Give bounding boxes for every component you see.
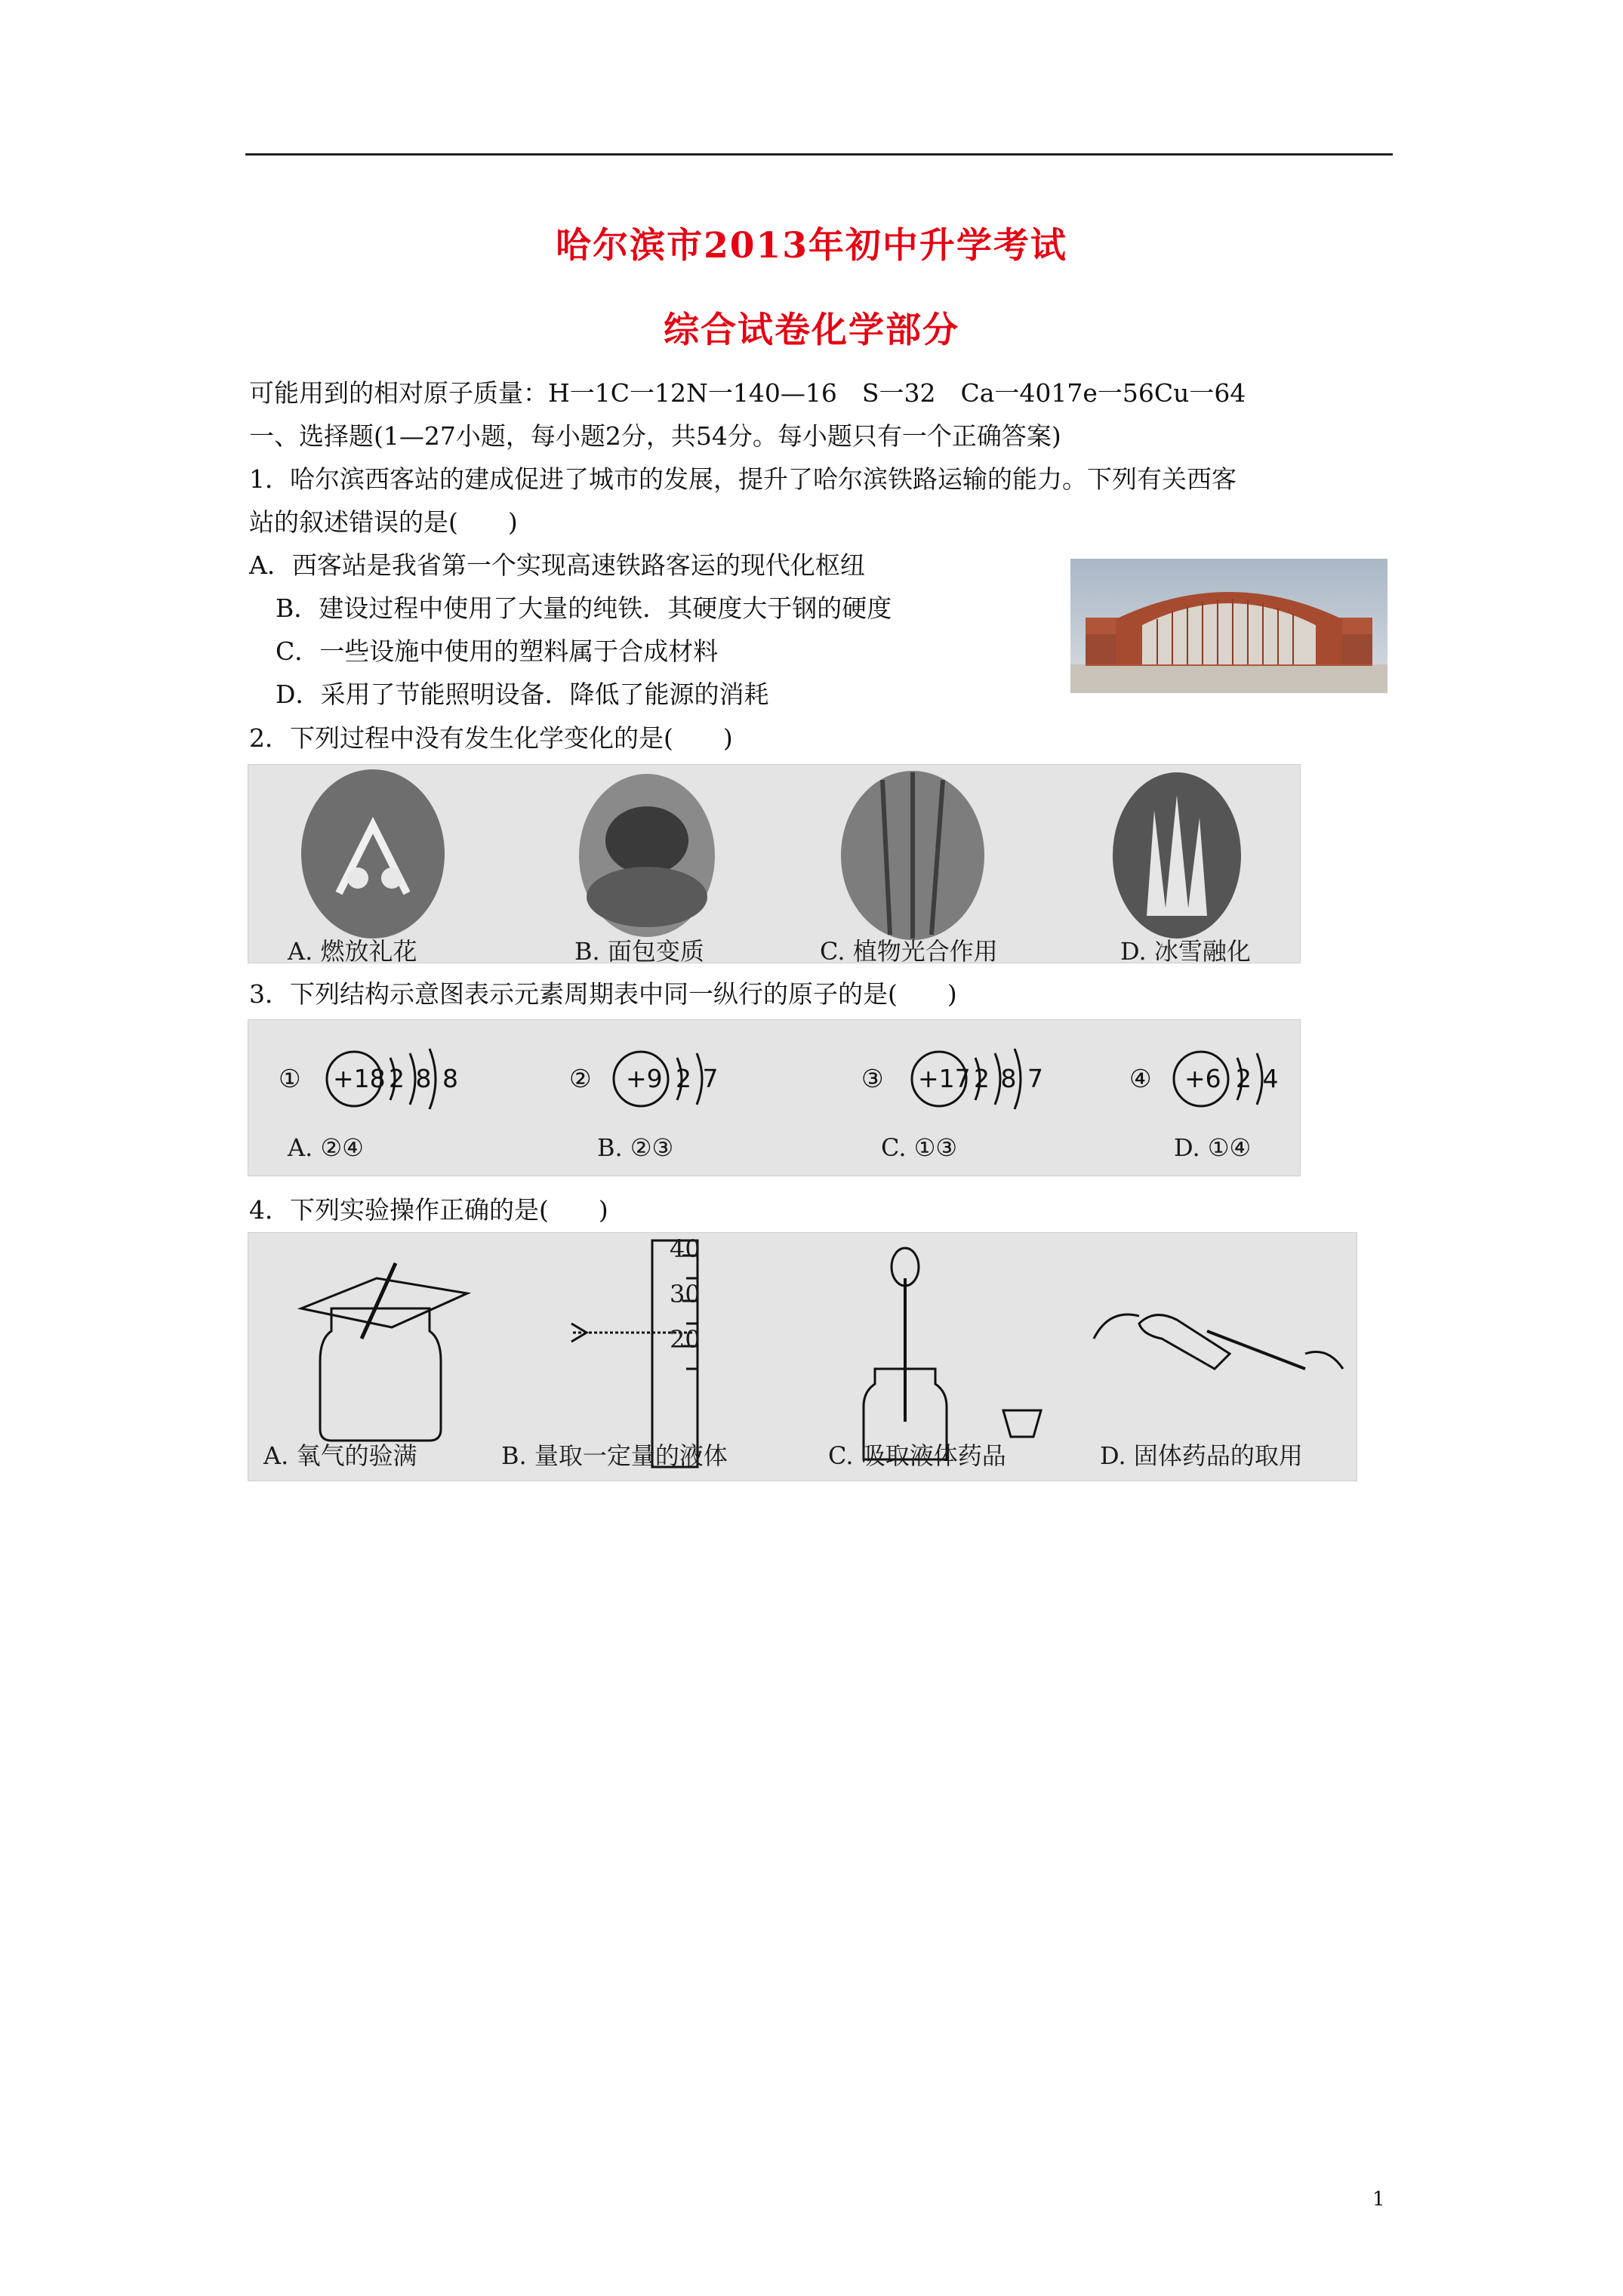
atom-1-shells: 2 8 8 <box>389 1064 460 1093</box>
section-heading: 一、选择题(1—27小题，每小题2分，共54分。每小题只有一个正确答案) <box>249 421 1061 451</box>
atom-2-index: ② <box>569 1064 592 1093</box>
atom-2-shells: 2 7 <box>676 1064 720 1093</box>
q4-option-b: B. 量取一定量的液体 <box>501 1441 728 1470</box>
atom-3-nucleus: +17 <box>918 1064 971 1093</box>
q3-option-d: D. ①④ <box>1174 1133 1252 1162</box>
q1-option-d: D．采用了节能照明设备．降低了能源的消耗 <box>276 680 769 709</box>
atom-4-nucleus: +6 <box>1184 1064 1221 1093</box>
cylinder-tick-40: 40 <box>670 1234 701 1263</box>
q1-stem-line2: 站的叙述错误的是( ) <box>249 507 518 537</box>
atomic-masses-line: 可能用到的相对原子质量：H一1C一12N一140—16 S一32 Ca一4017e一56Cu一64 <box>249 378 1246 408</box>
exam-subtitle: 综合试卷化学部分 <box>664 310 959 351</box>
graduated-cylinder <box>652 1240 698 1467</box>
q1-option-c: C．一些设施中使用的塑料属于合成材料 <box>276 636 719 666</box>
q3-option-b: B. ②③ <box>597 1133 674 1162</box>
q2-option-d: D. 冰雪融化 <box>1120 937 1251 963</box>
atom-1-nucleus: +18 <box>333 1064 386 1093</box>
q2-option-a: A. 燃放礼花 <box>288 937 417 963</box>
atom-4-shells: 2 4 <box>1236 1064 1280 1093</box>
q4-stem: 4．下列实验操作正确的是( ) <box>249 1195 608 1225</box>
fireworks-photo <box>301 769 445 938</box>
q4-option-c: C. 吸取液体药品 <box>828 1441 1006 1470</box>
page-number: 1 <box>1372 2188 1385 2211</box>
gas-bottle <box>320 1308 441 1441</box>
header-rule <box>245 153 1393 156</box>
atom-2-nucleus: +9 <box>626 1064 663 1093</box>
cylinder-tick-30: 30 <box>670 1280 701 1308</box>
atom-3-index: ③ <box>861 1064 884 1093</box>
q4-figure <box>248 1232 1357 1481</box>
q2-option-b: B. 面包变质 <box>574 937 704 963</box>
q1-option-b: B．建设过程中使用了大量的纯铁．其硬度大于钢的硬度 <box>276 593 892 623</box>
q3-option-a: A. ②④ <box>288 1133 364 1162</box>
q3-option-c: C. ①③ <box>881 1133 958 1162</box>
atom-4-index: ④ <box>1129 1064 1152 1093</box>
q4-option-d: D. 固体药品的取用 <box>1100 1441 1303 1470</box>
q3-figure <box>248 1019 1301 1176</box>
q2-figure <box>248 764 1301 963</box>
q1-stem-line1: 1．哈尔滨西客站的建成促进了城市的发展，提升了哈尔滨铁路运输的能力。下列有关西客 <box>249 464 1236 494</box>
atom-1-index: ① <box>279 1064 301 1093</box>
q1-option-a: A．西客站是我省第一个实现高速铁路客运的现代化枢纽 <box>249 550 865 580</box>
exam-title: 哈尔滨市2013年初中升学考试 <box>556 225 1067 267</box>
q2-stem: 2．下列过程中没有发生化学变化的是( ) <box>249 723 733 753</box>
atom-3-shells: 2 8 7 <box>974 1064 1045 1093</box>
cylinder-tick-20: 20 <box>670 1325 701 1354</box>
q3-stem: 3．下列结构示意图表示元素周期表中同一纵行的原子的是( ) <box>249 979 957 1009</box>
west-station-photo <box>1070 559 1387 693</box>
test-tube <box>1139 1315 1230 1369</box>
q4-option-a: A. 氧气的验满 <box>263 1441 417 1470</box>
q2-option-c: C. 植物光合作用 <box>820 937 998 963</box>
